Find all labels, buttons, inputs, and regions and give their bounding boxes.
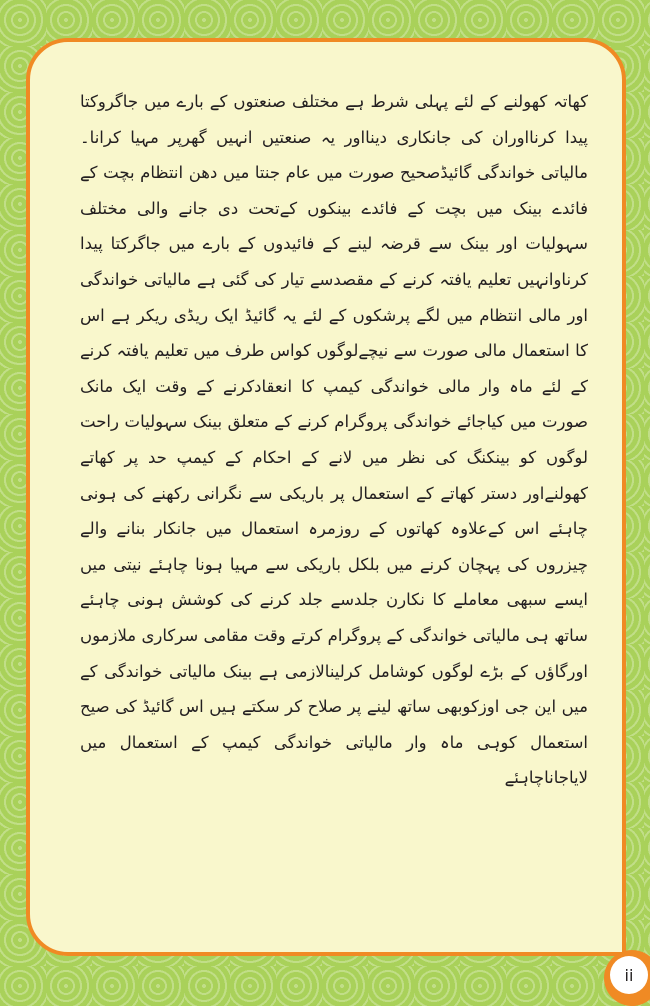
page-number-circle [610,956,648,994]
page-number-badge [604,950,650,1006]
page-number: ii [624,965,634,985]
body-paragraph: کھاتہ کھولنے کے لئے پہلی شرط ہے مختلف صنعتوں کے بارے میں جاگروکتا پیدا کرنااوران کی جانکاری دینااور یہ صنعتیں انہیں گھرپر مہیا کرانا۔ مالیاتی خواندگی گائیڈصحیح صورت میں عام جنتا میں دھن انتظام بچت کے فائدے بینک میں بچت کے فائدے بینکوں کےتحت دی جانے والی مختلف سہولیات اور بینک سے قرضہ لینے کے فائیدوں کے بارے میں جاگرکتا پیدا کرناوانہیں تعلیم یافتہ کرنے کے مقصدسے تیار کی گئی ہے مالیاتی خواندگی اور مالی انتظام میں لگے پرشکوں کے لئے یہ گائیڈ ایک ریڈی ریکر ہے اس کا استعمال مالی صورت سے نیچےلوگوں کواس طرف میں تعلیم یافتہ کرنے کے لئے ماہ وار مالی خواندگی کیمپ کا انعقادکرنے کے وقت ایک مانک صورت میں کیاجائے خواندگی پروگرام کرنے کے متعلق بینک سہولیات راحت لوگوں کو بینکنگ کی نظر میں لانے کے احکام کے کیمپ حد پر کھاتے کھولنےاور دستر کھاتے کے استعمال پر باریکی سے نگرانی رکھنے کی ہونی چاہئے اس کےعلاوہ کھاتوں کے روزمرہ استعمال میں جانکار بنانے والے چیزروں کی پہچان کرنے میں بلکل باریکی سے مہیا ہونا چاہئے نیتی میں ایسے سبھی معاملے کا نکارن جلدسے جلد کرنے کی کوشش ہونی چاہئے ساتھ ہی مالیاتی خواندگی کے پروگرام کرتے وقت مقامی سرکاری ملازموں اورگاؤں کے بڑے لوگوں کوشامل کرلینالازمی ہے بینک مالیاتی خواندگی کے میں این جی اوزکوبھی ساتھ لینے پر صلاح کر سکتے ہیں اس گائیڈ کی صیح استعمال کوہی ماہ وار مالیاتی خواندگی کیمپ کے استعمال میں لایاجاناچاہئے [80,92,588,788]
